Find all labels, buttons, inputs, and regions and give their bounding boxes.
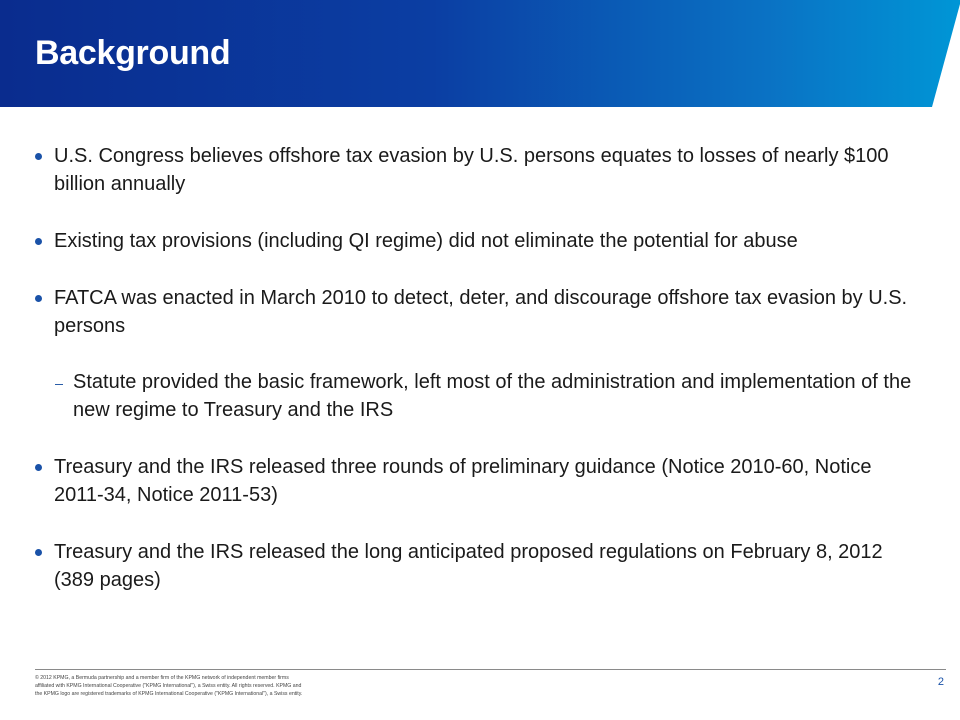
dash-icon [55,384,63,385]
bullet-dot-icon [35,464,42,471]
bullet-text: Treasury and the IRS released three rounds of preliminary guidance (Notice 2010-60, Notice 2011-34, Notice 2011-53) [54,456,872,506]
copyright-line: the KPMG logo are registered trademarks of KPMG International Cooperative ("KPMG International"), a Swiss entity. [35,691,303,697]
list-item [35,538,915,594]
page-title: Background [35,34,231,72]
sub-bullet-text: Statute provided the basic framework, left most of the administration and implementation of the new regime to Treasury and the IRS [73,371,912,421]
bullet-dot-icon [35,295,42,302]
copyright-line: affiliated with KPMG International Cooperative ("KPMG International"), a Swiss entity. All rights reserved. KPMG and [35,683,302,689]
list-item [35,227,915,255]
bullet-text: FATCA was enacted in March 2010 to detect, deter, and discourage offshore tax evasion by U.S. persons [54,287,908,337]
bullet-text: Treasury and the IRS released the long anticipated proposed regulations on February 8, 2012 (389 pages) [54,541,883,591]
title-banner [0,0,960,107]
list-item [35,453,915,509]
list-item [35,142,915,198]
bullet-list [35,142,915,623]
footer-divider [35,669,946,670]
bullet-dot-icon [35,549,42,556]
page-number: 2 [937,676,944,688]
bullet-text: U.S. Congress believes offshore tax evasion by U.S. persons equates to losses of nearly $100 billion annually [54,145,889,195]
bullet-text: Existing tax provisions (including QI regime) did not eliminate the potential for abuse [54,230,798,252]
list-item [35,284,915,340]
bullet-dot-icon [35,153,42,160]
bullet-dot-icon [35,238,42,245]
sub-list-item [35,368,915,424]
copyright-notice [35,674,395,698]
copyright-line: © 2012 KPMG, a Bermuda partnership and a member firm of the KPMG network of independent member firms [35,675,289,681]
